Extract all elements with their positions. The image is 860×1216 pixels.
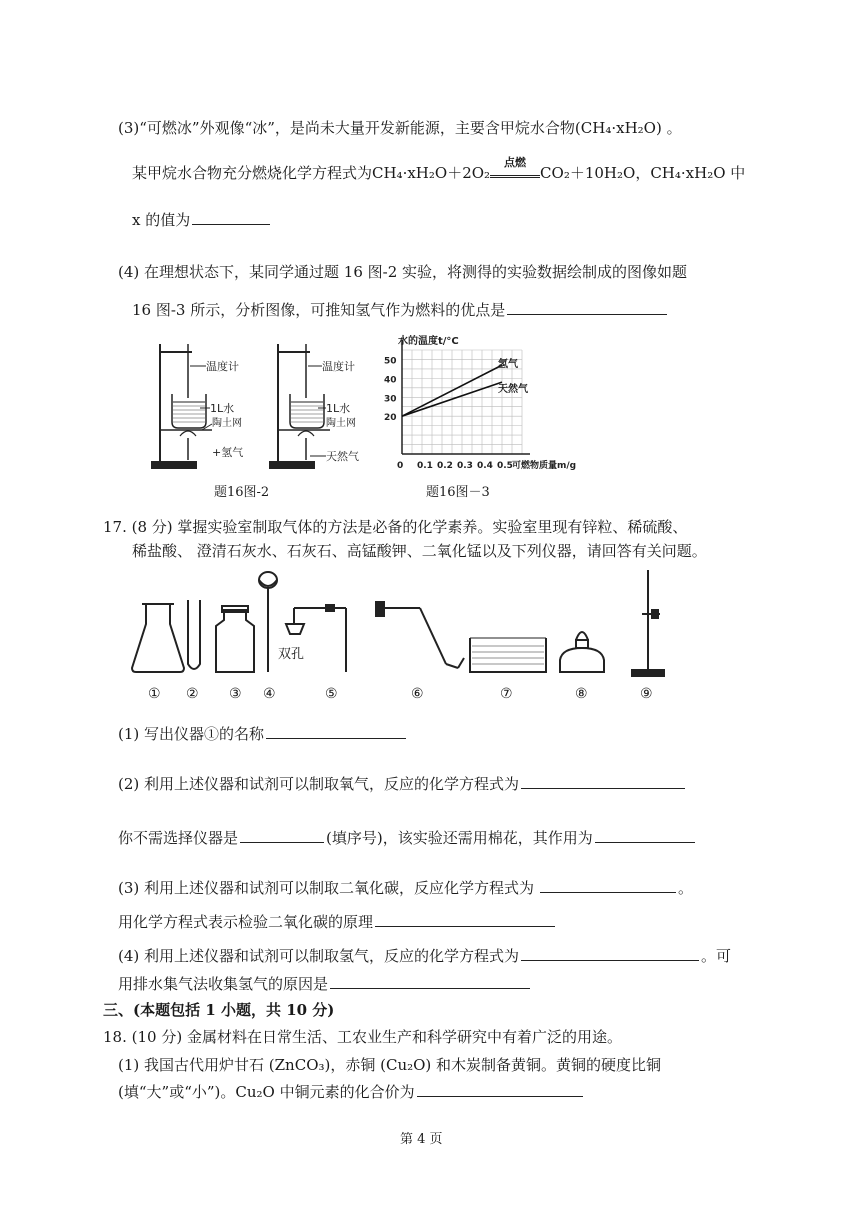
apparatus-label-2: ② xyxy=(186,686,199,702)
apparatus-label-7: ⑦ xyxy=(500,686,513,702)
q17-line2: 稀盐酸、 澄清石灰水、石灰石、高锰酸钾、二氧化锰以及下列仪器，请回答有关问题。 xyxy=(132,542,707,560)
series-label: 天然气 xyxy=(498,384,528,396)
q17-4-prompt: (4) 利用上述仪器和试剂可以制取氢气，反应的化学方程式为 xyxy=(118,947,520,965)
label-fuel-right: 天然气 xyxy=(326,450,359,463)
q17-2b xyxy=(118,826,697,848)
caption-figure-16-3: 题16图－3 xyxy=(426,485,490,500)
q16-3-equation-suffix: CO₂＋10H₂O，CH₄·xH₂O 中 xyxy=(540,164,746,182)
q16-3-line2 xyxy=(132,156,746,183)
x-tick-label: 0.5 xyxy=(497,461,513,471)
q18-line3 xyxy=(118,1080,585,1102)
answer-blank-x[interactable] xyxy=(192,208,270,225)
section-3-heading: 三、(本题包括 1 小题，共 10 分) xyxy=(103,1001,335,1019)
answer-blank-17-2-equation[interactable] xyxy=(521,772,685,789)
answer-blank-18-valence[interactable] xyxy=(417,1080,583,1097)
y-tick-label: 40 xyxy=(384,375,397,386)
label-gauze-right: 陶土网 xyxy=(326,418,356,429)
label-water-right: 1L水 xyxy=(326,402,351,415)
x-tick-label: 0.1 xyxy=(417,461,433,471)
y-tick-label: 20 xyxy=(384,413,397,424)
q17-4b xyxy=(118,972,532,994)
q17-2b-prompt: 你不需选择仪器是 xyxy=(118,829,239,847)
water-trough-icon xyxy=(470,638,546,672)
label-fuel-left: +氢气 xyxy=(212,446,244,459)
q17-3-end: 。 xyxy=(678,879,694,897)
q17-2 xyxy=(118,772,687,794)
answer-blank-17-3-test[interactable] xyxy=(375,910,555,927)
apparatus-label-1: ① xyxy=(148,686,161,702)
q17-1-prompt: (1) 写出仪器①的名称 xyxy=(118,725,265,743)
y-tick-label: 30 xyxy=(384,394,397,405)
label-two-hole: 双孔 xyxy=(278,647,305,662)
iron-stand-icon xyxy=(632,570,664,676)
figure-16-2 xyxy=(150,338,390,473)
x-tick-label: 0.4 xyxy=(477,461,493,471)
answer-blank-advantage[interactable] xyxy=(507,298,667,315)
q16-3-prompt: x 的值为 xyxy=(132,211,191,229)
label-thermometer-right: 温度计 xyxy=(322,360,355,373)
q17-3b-prompt: 用化学方程式表示检验二氧化碳的原理 xyxy=(118,913,374,931)
apparatus-label-6: ⑥ xyxy=(411,686,424,702)
label-gauze-left: 陶土网 xyxy=(212,418,242,429)
x-tick-label: 0.3 xyxy=(457,461,473,471)
x-axis-label: 可燃物质量m/g xyxy=(512,461,577,471)
reaction-condition: 点燃 xyxy=(504,156,527,169)
apparatus-label-3: ③ xyxy=(229,686,242,702)
y-axis-label: 水的温度t/°C xyxy=(398,336,459,347)
label-water-left: 1L水 xyxy=(210,402,235,415)
q16-3-line1: (3)“可燃冰”外观像“冰”，是尚未大量开发新能源，主要含甲烷水合物(CH₄·xH₂O) 。 xyxy=(118,119,682,137)
q17-1 xyxy=(118,722,408,744)
q17-2b-mid: (填序号)，该实验还需用棉花，其作用为 xyxy=(326,829,593,847)
q17-3b xyxy=(118,910,557,932)
answer-blank-17-4-reason[interactable] xyxy=(330,972,530,989)
y-tick-label: 50 xyxy=(384,356,397,367)
q17-2-prompt: (2) 利用上述仪器和试剂可以制取氧气，反应的化学方程式为 xyxy=(118,775,520,793)
q16-4-line2 xyxy=(132,298,669,320)
long-neck-funnel-icon xyxy=(259,572,277,672)
answer-blank-17-2-instrument[interactable] xyxy=(240,826,324,843)
caption-figure-16-2: 题16图-2 xyxy=(214,485,270,500)
test-tube-icon xyxy=(188,600,200,669)
answer-blank-17-1[interactable] xyxy=(266,722,406,739)
answer-blank-17-3-equation[interactable] xyxy=(540,876,676,893)
figure-16-3-chart xyxy=(372,330,602,475)
q16-4-prompt: 16 图-3 所示，分析图像，可推知氢气作为燃料的优点是 xyxy=(132,301,506,319)
q17-3-prompt: (3) 利用上述仪器和试剂可以制取二氧化碳，反应化学方程式为 xyxy=(118,879,535,897)
q17-3 xyxy=(118,876,693,898)
q17-line1: 17. (8 分) 掌握实验室制取气体的方法是必备的化学素养。实验室里现有锌粒、稀硫酸、 xyxy=(103,518,688,536)
q18-line2: (1) 我国古代用炉甘石 (ZnCO₃)，赤铜 (Cu₂O) 和木炭制备黄铜。黄铜的硬度比铜 xyxy=(118,1056,662,1074)
apparatus-strip xyxy=(128,568,688,686)
alcohol-lamp-icon xyxy=(560,632,604,672)
apparatus-label-8: ⑧ xyxy=(575,686,588,702)
reaction-arrow xyxy=(490,156,540,178)
apparatus-label-4: ④ xyxy=(263,686,276,702)
conical-flask-icon xyxy=(132,604,184,672)
q18-line1: 18. (10 分) 金属材料在日常生活、工农业生产和科学研究中有着广泛的用途。 xyxy=(103,1028,622,1046)
series-label: 氢气 xyxy=(498,359,518,371)
q17-4b-prompt: 用排水集气法收集氢气的原因是 xyxy=(118,975,329,993)
q16-4-line1: (4) 在理想状态下，某同学通过题 16 图-2 实验，将测得的实验数据绘制成的图像如题 xyxy=(118,263,688,281)
label-thermometer-left: 温度计 xyxy=(206,360,239,373)
apparatus-label-5: ⑤ xyxy=(325,686,338,702)
delivery-tube-icon xyxy=(376,602,464,668)
x-tick-label: 0.2 xyxy=(437,461,453,471)
q16-3-line3 xyxy=(132,208,272,230)
answer-blank-17-2-cotton[interactable] xyxy=(595,826,695,843)
answer-blank-17-4-equation[interactable] xyxy=(521,944,699,961)
q17-4 xyxy=(118,944,731,966)
q17-4-end: 。可 xyxy=(701,947,732,965)
x-tick-label: 0 xyxy=(397,461,404,471)
apparatus-label-9: ⑨ xyxy=(640,686,653,702)
page-footer: 第 4 页 xyxy=(400,1132,443,1147)
q18-line3-prompt: (填“大”或“小”)。Cu₂O 中铜元素的化合价为 xyxy=(118,1083,415,1101)
reagent-bottle-icon xyxy=(216,610,254,672)
q16-3-equation-prefix: 某甲烷水合物充分燃烧化学方程式为CH₄·xH₂O＋2O₂ xyxy=(132,164,491,182)
